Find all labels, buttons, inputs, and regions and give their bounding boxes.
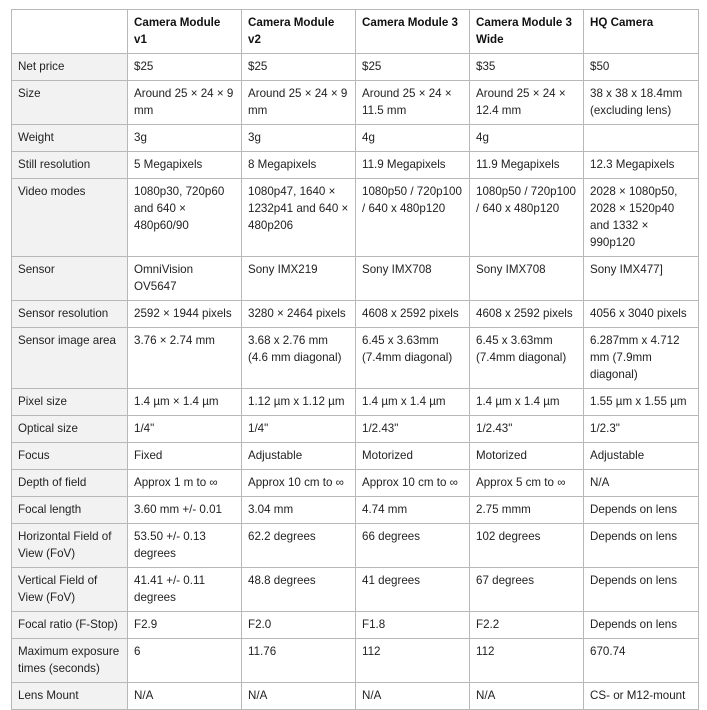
- table-cell: 1/4": [242, 416, 356, 443]
- row-label: Sensor: [12, 257, 128, 301]
- row-label: Depth of field: [12, 470, 128, 497]
- table-cell: N/A: [128, 683, 242, 710]
- table-cell: 1.4 µm x 1.4 µm: [470, 389, 584, 416]
- row-label: Weight: [12, 125, 128, 152]
- table-cell: 1080p50 / 720p100 / 640 x 480p120: [470, 179, 584, 257]
- table-cell: Fixed: [128, 443, 242, 470]
- table-cell: 3g: [128, 125, 242, 152]
- table-row: [12, 612, 699, 639]
- table-row: [12, 389, 699, 416]
- table-cell: N/A: [242, 683, 356, 710]
- table-cell: 1/2.43": [470, 416, 584, 443]
- table-row: [12, 328, 699, 389]
- table-cell: 1080p50 / 720p100 / 640 x 480p120: [356, 179, 470, 257]
- row-label: Optical size: [12, 416, 128, 443]
- table-cell: Around 25 × 24 × 9 mm: [128, 81, 242, 125]
- row-label: Maximum exposure times (seconds): [12, 639, 128, 683]
- table-cell: $35: [470, 54, 584, 81]
- table-cell: Around 25 × 24 × 9 mm: [242, 81, 356, 125]
- table-cell: 3.04 mm: [242, 497, 356, 524]
- table-row: [12, 416, 699, 443]
- table-cell: 3.76 × 2.74 mm: [128, 328, 242, 389]
- table-cell: 11.9 Megapixels: [356, 152, 470, 179]
- table-cell: 3280 × 2464 pixels: [242, 301, 356, 328]
- table-cell: N/A: [584, 470, 699, 497]
- table-cell: 11.76: [242, 639, 356, 683]
- table-row: [12, 301, 699, 328]
- table-cell: 41 degrees: [356, 568, 470, 612]
- table-cell: Motorized: [470, 443, 584, 470]
- row-label: Size: [12, 81, 128, 125]
- table-cell: F1.8: [356, 612, 470, 639]
- row-label: Vertical Field of View (FoV): [12, 568, 128, 612]
- table-cell: 4608 x 2592 pixels: [356, 301, 470, 328]
- table-cell: Around 25 × 24 × 12.4 mm: [470, 81, 584, 125]
- table-cell: 1/2.3": [584, 416, 699, 443]
- table-cell: 11.9 Megapixels: [470, 152, 584, 179]
- table-cell: 112: [470, 639, 584, 683]
- table-cell: Depends on lens: [584, 524, 699, 568]
- row-label: Lens Mount: [12, 683, 128, 710]
- table-cell: 62.2 degrees: [242, 524, 356, 568]
- table-cell: CS- or M12-mount: [584, 683, 699, 710]
- table-cell: 1.55 µm x 1.55 µm: [584, 389, 699, 416]
- header-camera-module-3-wide: Camera Module 3 Wide: [470, 10, 584, 54]
- row-label: Pixel size: [12, 389, 128, 416]
- table-cell: 4g: [470, 125, 584, 152]
- table-cell: Sony IMX708: [356, 257, 470, 301]
- table-cell: 1/4": [128, 416, 242, 443]
- table-cell: Approx 5 cm to ∞: [470, 470, 584, 497]
- table-cell: Sony IMX708: [470, 257, 584, 301]
- table-row: [12, 54, 699, 81]
- table-cell: 2592 × 1944 pixels: [128, 301, 242, 328]
- row-label: Horizontal Field of View (FoV): [12, 524, 128, 568]
- table-cell: Approx 10 cm to ∞: [356, 470, 470, 497]
- table-body: [12, 54, 699, 710]
- row-label: Focus: [12, 443, 128, 470]
- table-cell: 53.50 +/- 0.13 degrees: [128, 524, 242, 568]
- table-header-row: [12, 10, 699, 54]
- header-camera-module-3: Camera Module 3: [356, 10, 470, 54]
- header-cell-empty: [12, 10, 128, 54]
- table-cell: 3g: [242, 125, 356, 152]
- table-cell: 6.45 x 3.63mm (7.4mm diagonal): [470, 328, 584, 389]
- table-cell: $50: [584, 54, 699, 81]
- table-cell: Motorized: [356, 443, 470, 470]
- row-label: Focal ratio (F-Stop): [12, 612, 128, 639]
- table-cell: Depends on lens: [584, 612, 699, 639]
- camera-comparison-table: [11, 9, 699, 710]
- table-row: [12, 683, 699, 710]
- row-label: Focal length: [12, 497, 128, 524]
- table-cell: 1.4 µm x 1.4 µm: [356, 389, 470, 416]
- table-cell: F2.0: [242, 612, 356, 639]
- table-row: [12, 568, 699, 612]
- table-cell: 1.4 µm × 1.4 µm: [128, 389, 242, 416]
- table-cell: Approx 1 m to ∞: [128, 470, 242, 497]
- row-label: Sensor image area: [12, 328, 128, 389]
- header-camera-module-v2: Camera Module v2: [242, 10, 356, 54]
- row-label: Still resolution: [12, 152, 128, 179]
- table-cell: 67 degrees: [470, 568, 584, 612]
- table-cell: Adjustable: [584, 443, 699, 470]
- table-cell: 102 degrees: [470, 524, 584, 568]
- table-cell: 6: [128, 639, 242, 683]
- table-cell: 112: [356, 639, 470, 683]
- table-cell: 3.60 mm +/- 0.01: [128, 497, 242, 524]
- table-row: [12, 470, 699, 497]
- table-cell: 6.45 x 3.63mm (7.4mm diagonal): [356, 328, 470, 389]
- table-cell: F2.2: [470, 612, 584, 639]
- table-row: [12, 179, 699, 257]
- table-cell: 4608 x 2592 pixels: [470, 301, 584, 328]
- table-cell: Depends on lens: [584, 497, 699, 524]
- table-cell: 4.74 mm: [356, 497, 470, 524]
- table-row: [12, 443, 699, 470]
- table-row: [12, 81, 699, 125]
- row-label: Sensor resolution: [12, 301, 128, 328]
- table-cell: Sony IMX477]: [584, 257, 699, 301]
- table-cell: 5 Megapixels: [128, 152, 242, 179]
- table-cell: 38 x 38 x 18.4mm (excluding lens): [584, 81, 699, 125]
- table-cell: F2.9: [128, 612, 242, 639]
- table-cell: N/A: [470, 683, 584, 710]
- table-cell: 2.75 mmm: [470, 497, 584, 524]
- table-cell: 48.8 degrees: [242, 568, 356, 612]
- table-cell: 6.287mm x 4.712 mm (7.9mm diagonal): [584, 328, 699, 389]
- table-cell: OmniVision OV5647: [128, 257, 242, 301]
- table-row: [12, 257, 699, 301]
- table-cell: Sony IMX219: [242, 257, 356, 301]
- table-cell: N/A: [356, 683, 470, 710]
- table-cell: Adjustable: [242, 443, 356, 470]
- table-row: [12, 497, 699, 524]
- table-cell: 3.68 x 2.76 mm (4.6 mm diagonal): [242, 328, 356, 389]
- table-cell: 4056 x 3040 pixels: [584, 301, 699, 328]
- table-cell: 41.41 +/- 0.11 degrees: [128, 568, 242, 612]
- table-cell: Approx 10 cm to ∞: [242, 470, 356, 497]
- table-cell: 2028 × 1080p50, 2028 × 1520p40 and 1332 × 990p120: [584, 179, 699, 257]
- table-cell: 4g: [356, 125, 470, 152]
- table-cell: 1.12 µm x 1.12 µm: [242, 389, 356, 416]
- row-label: Video modes: [12, 179, 128, 257]
- table-row: [12, 639, 699, 683]
- table-cell: Around 25 × 24 × 11.5 mm: [356, 81, 470, 125]
- table-cell: 12.3 Megapixels: [584, 152, 699, 179]
- table-cell: $25: [242, 54, 356, 81]
- comparison-table-container: [11, 9, 698, 710]
- header-hq-camera: HQ Camera: [584, 10, 699, 54]
- table-cell: $25: [128, 54, 242, 81]
- header-camera-module-v1: Camera Module v1: [128, 10, 242, 54]
- table-cell: 1080p30, 720p60 and 640 × 480p60/90: [128, 179, 242, 257]
- table-row: [12, 125, 699, 152]
- table-cell: [584, 125, 699, 152]
- row-label: Net price: [12, 54, 128, 81]
- table-cell: 1/2.43": [356, 416, 470, 443]
- table-cell: 66 degrees: [356, 524, 470, 568]
- table-cell: 670.74: [584, 639, 699, 683]
- table-cell: Depends on lens: [584, 568, 699, 612]
- table-row: [12, 152, 699, 179]
- table-cell: 1080p47, 1640 × 1232p41 and 640 × 480p206: [242, 179, 356, 257]
- table-cell: 8 Megapixels: [242, 152, 356, 179]
- table-row: [12, 524, 699, 568]
- table-cell: $25: [356, 54, 470, 81]
